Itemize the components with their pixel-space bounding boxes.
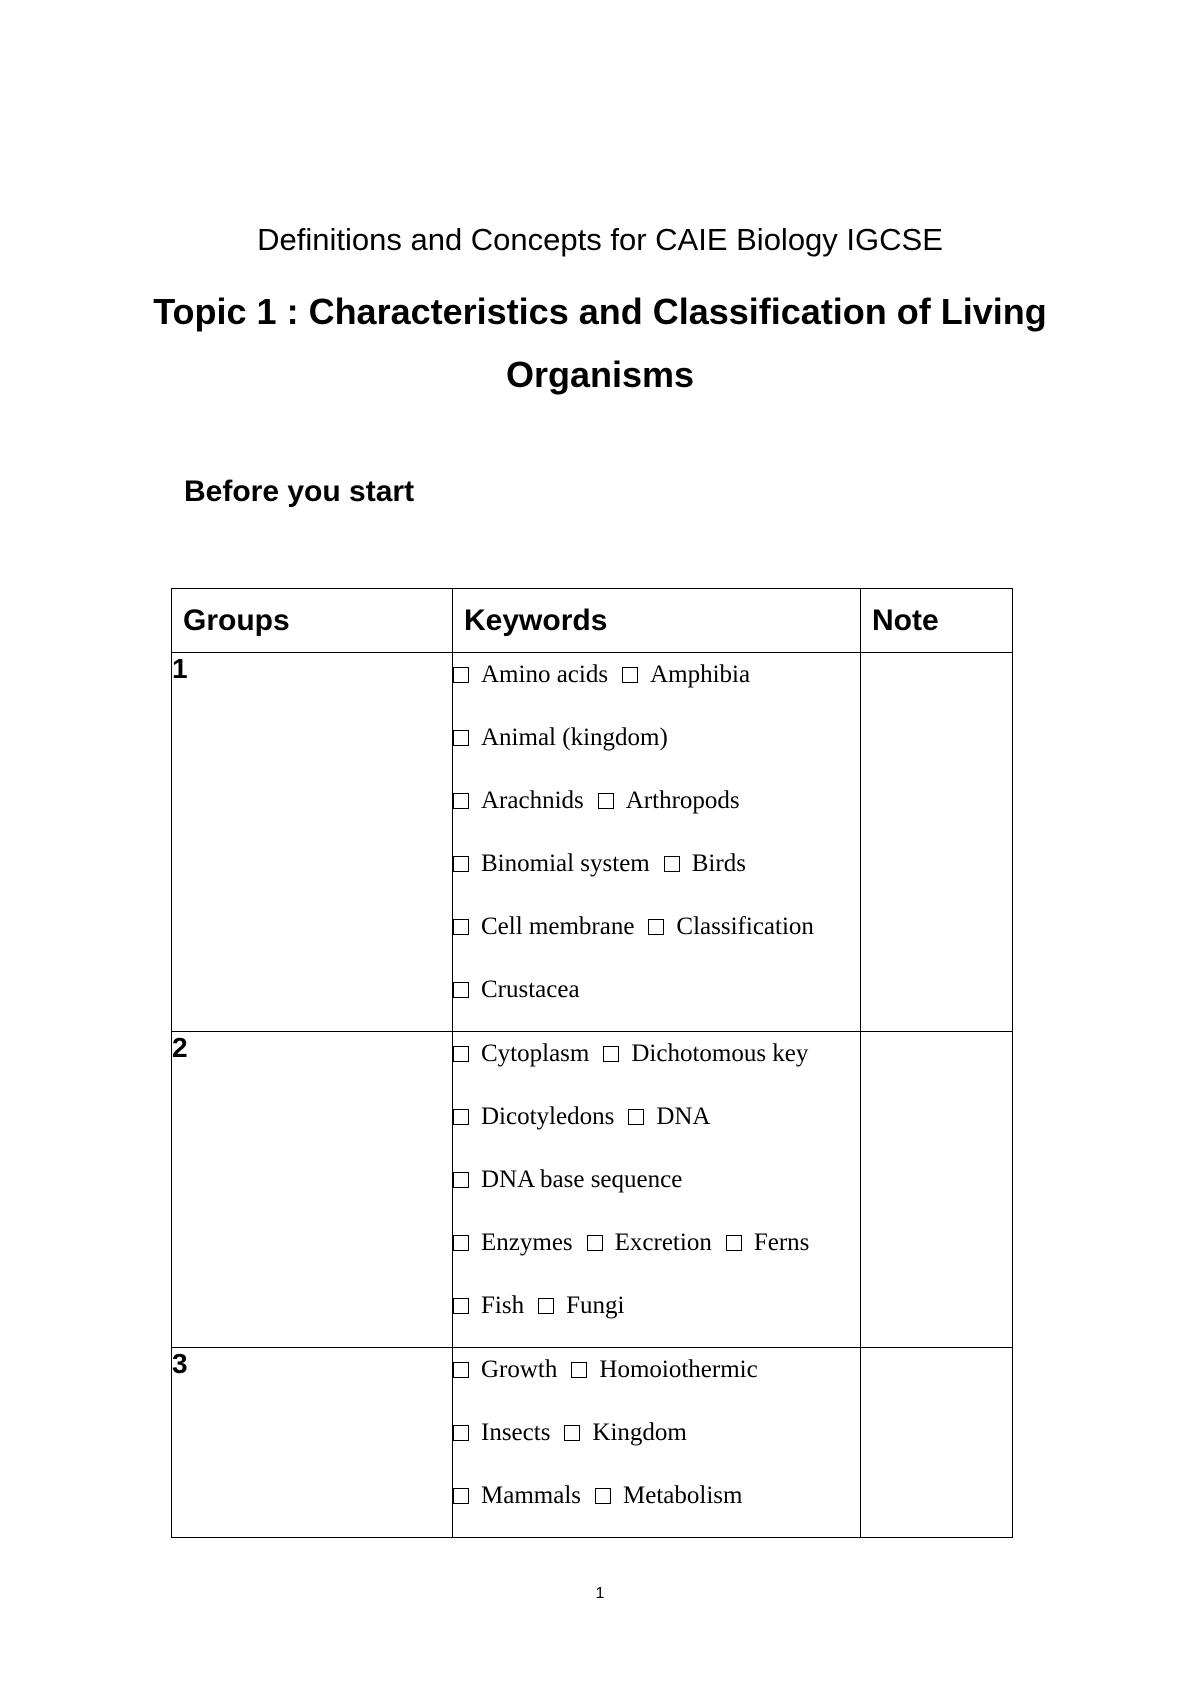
keyword-label: Mammals	[481, 1482, 581, 1509]
checkbox-icon[interactable]	[453, 1425, 469, 1441]
keyword-line	[453, 1158, 860, 1221]
column-header-groups: Groups	[172, 589, 453, 653]
checkbox-icon[interactable]	[664, 856, 680, 872]
checkbox-icon[interactable]	[628, 1109, 644, 1125]
keyword-line	[453, 905, 860, 968]
checkbox-icon[interactable]	[453, 919, 469, 935]
keyword-line	[453, 1221, 860, 1284]
keyword-line	[453, 716, 860, 779]
keywords-cell	[453, 1348, 861, 1538]
keyword-line	[453, 968, 860, 1031]
table-row	[172, 1348, 1013, 1538]
keyword-label: Metabolism	[623, 1482, 743, 1509]
keyword-line	[453, 1474, 860, 1537]
checkbox-icon[interactable]	[453, 1172, 469, 1188]
keyword-line	[453, 1348, 860, 1411]
column-header-keywords: Keywords	[453, 589, 861, 653]
keyword-label: Fish	[481, 1292, 525, 1319]
checkbox-icon[interactable]	[726, 1235, 742, 1251]
keyword-line	[453, 653, 860, 716]
keywords-table	[171, 588, 1013, 1538]
checkbox-icon[interactable]	[648, 919, 664, 935]
keyword-line	[453, 1411, 860, 1474]
keyword-label: Homoiothermic	[599, 1356, 758, 1383]
document-subtitle: Definitions and Concepts for CAIE Biology IGCSE	[257, 222, 943, 257]
checkbox-icon[interactable]	[571, 1362, 587, 1378]
checkbox-icon[interactable]	[453, 1235, 469, 1251]
keywords-cell	[453, 653, 861, 1032]
checkbox-icon[interactable]	[622, 667, 638, 683]
column-header-note: Note	[861, 589, 1013, 653]
table-body	[172, 653, 1013, 1538]
keyword-label: Binomial system	[481, 850, 650, 877]
checkbox-icon[interactable]	[453, 1362, 469, 1378]
keyword-line	[453, 1032, 860, 1095]
checkbox-icon[interactable]	[453, 856, 469, 872]
checkbox-icon[interactable]	[603, 1046, 619, 1062]
keyword-label: Classification	[676, 913, 814, 940]
section-heading: Before you start	[184, 475, 415, 508]
checkbox-icon[interactable]	[564, 1425, 580, 1441]
keyword-label: Enzymes	[481, 1229, 573, 1256]
note-cell[interactable]	[861, 1032, 1013, 1348]
checkbox-icon[interactable]	[453, 1109, 469, 1125]
keyword-label: Arthropods	[625, 787, 740, 814]
page-number: 1	[595, 1585, 605, 1602]
keyword-label: Cell membrane	[481, 913, 635, 940]
keyword-label: Insects	[481, 1419, 551, 1446]
checkbox-icon[interactable]	[598, 793, 614, 809]
keyword-label: Kingdom	[592, 1419, 687, 1446]
checkbox-icon[interactable]	[453, 1046, 469, 1062]
table-row	[172, 653, 1013, 1032]
keyword-label: Excretion	[614, 1229, 712, 1256]
keyword-label: Crustacea	[481, 976, 580, 1003]
keyword-line	[453, 1284, 860, 1347]
keyword-label: Fungi	[566, 1292, 625, 1319]
keyword-label: DNA	[656, 1103, 711, 1130]
checkbox-icon[interactable]	[538, 1298, 554, 1314]
keyword-label: Birds	[691, 850, 746, 877]
checkbox-icon[interactable]	[453, 982, 469, 998]
checkbox-icon[interactable]	[453, 793, 469, 809]
checkbox-icon[interactable]	[595, 1488, 611, 1504]
keyword-label: Growth	[481, 1356, 558, 1383]
group-number: 2	[172, 1032, 453, 1348]
group-number: 3	[172, 1348, 453, 1538]
document-title: Topic 1 : Characteristics and Classification of Living Organisms	[153, 291, 1047, 395]
keyword-label: DNA base sequence	[481, 1166, 683, 1193]
keywords-cell	[453, 1032, 861, 1348]
keyword-label: Ferns	[753, 1229, 810, 1256]
keyword-label: Arachnids	[481, 787, 584, 814]
table-header-row	[172, 589, 1013, 653]
group-number: 1	[172, 653, 453, 1032]
keyword-label: Animal (kingdom)	[481, 724, 668, 751]
keyword-line	[453, 1095, 860, 1158]
checkbox-icon[interactable]	[453, 1298, 469, 1314]
note-cell[interactable]	[861, 1348, 1013, 1538]
keyword-label: Amino acids	[481, 661, 609, 688]
keyword-label: Cytoplasm	[481, 1040, 590, 1067]
checkbox-icon[interactable]	[453, 730, 469, 746]
note-cell[interactable]	[861, 653, 1013, 1032]
checkbox-icon[interactable]	[453, 1488, 469, 1504]
checkbox-icon[interactable]	[453, 667, 469, 683]
keyword-label: Dicotyledons	[481, 1103, 615, 1130]
table-row	[172, 1032, 1013, 1348]
keyword-line	[453, 842, 860, 905]
keyword-label: Amphibia	[650, 661, 751, 688]
checkbox-icon[interactable]	[587, 1235, 603, 1251]
keyword-line	[453, 779, 860, 842]
keyword-label: Dichotomous key	[631, 1040, 809, 1067]
